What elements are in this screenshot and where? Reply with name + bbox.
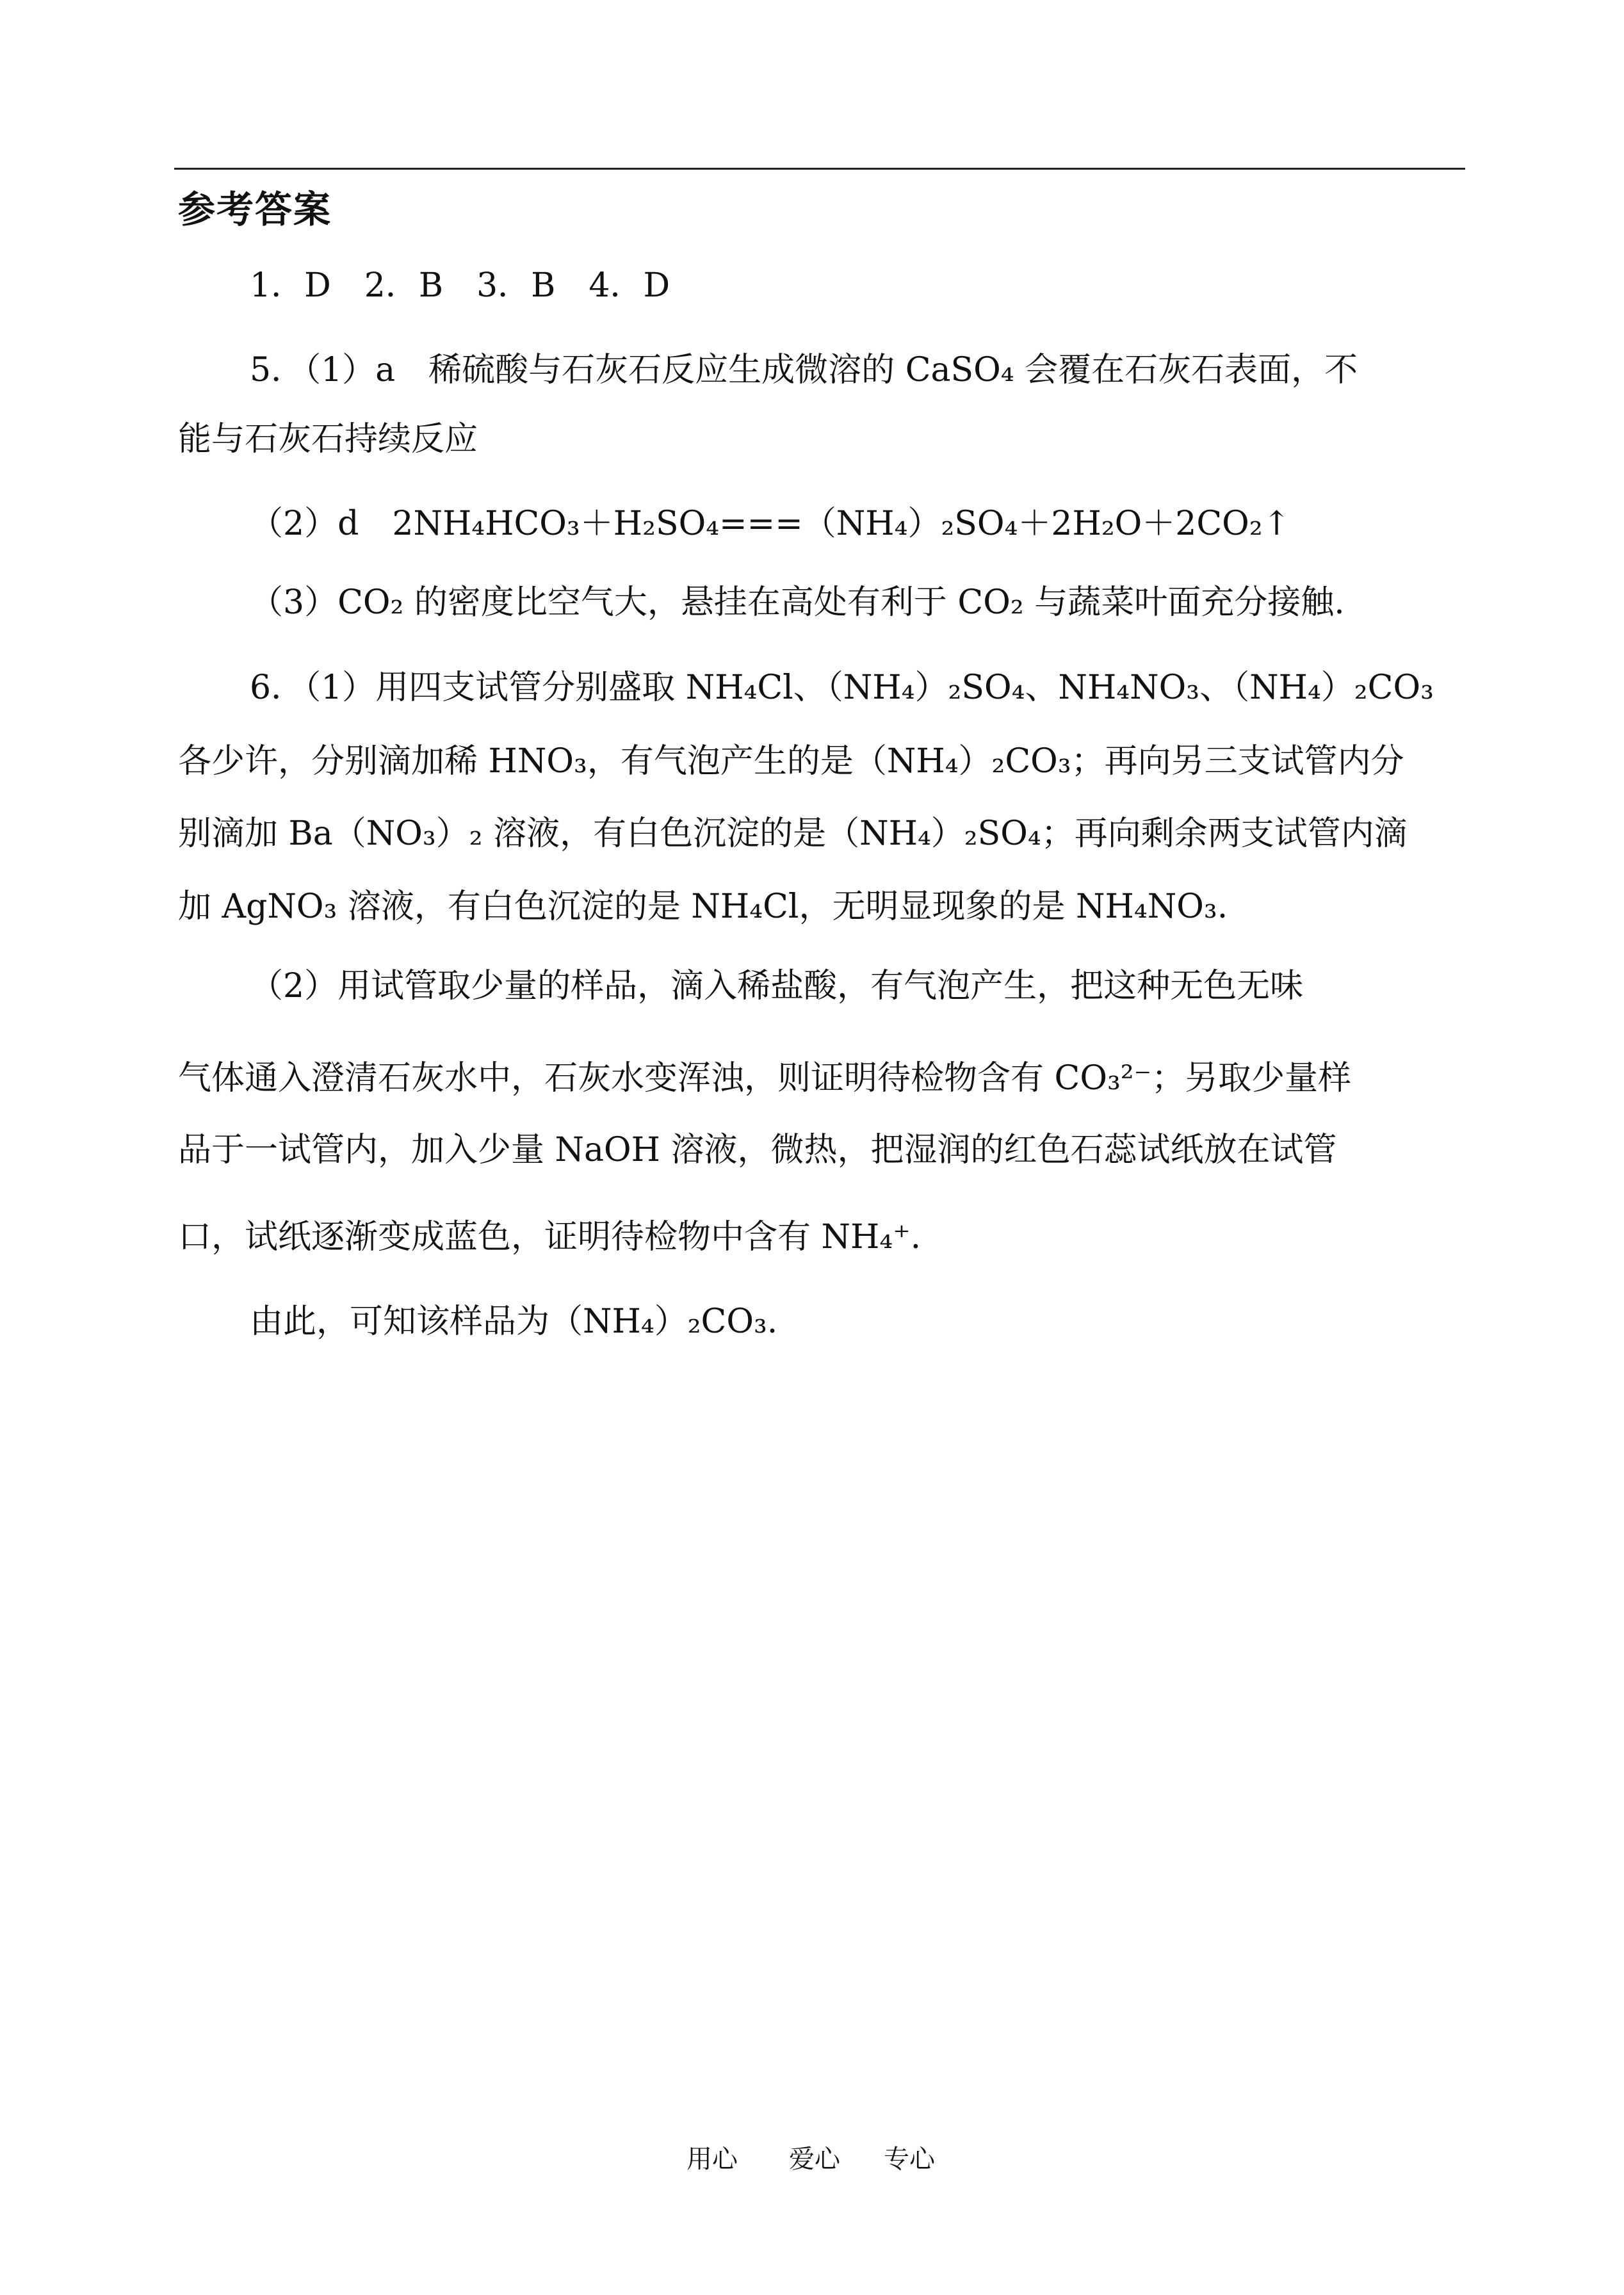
footer-text-3: 专心	[884, 2145, 935, 2174]
answer-line-5a: 5．（1）a 稀硫酸与石灰石反应生成微溶的 CaSO₄ 会覆在石灰石表面，不	[250, 351, 1358, 389]
section-heading: 参考答案	[178, 188, 332, 231]
header-rule	[174, 168, 1465, 170]
answer-line-6b: （2）用试管取少量的样品，滴入稀盐酸，有气泡产生，把这种无色无味	[250, 967, 1304, 1005]
footer-text-2: 爱心	[789, 2145, 840, 2174]
answer-line-5a-cont: 能与石灰石持续反应	[178, 420, 478, 458]
answer-line-6a-cont3: 加 AgNO₃ 溶液，有白色沉淀的是 NH₄Cl，无明显现象的是 NH₄NO₃.	[178, 888, 1228, 926]
answer-line-conclusion: 由此，可知该样品为（NH₄）₂CO₃.	[250, 1302, 778, 1341]
answer-line-6a-cont1: 各少许，分别滴加稀 HNO₃，有气泡产生的是（NH₄）₂CO₃；再向另三支试管内分	[178, 742, 1404, 781]
answer-line-6b-cont1: 气体通入澄清石灰水中，石灰水变浑浊，则证明待检物含有 CO₃²⁻；另取少量样	[178, 1059, 1352, 1098]
answer-line-5b: （2）d 2NH₄HCO₃＋H₂SO₄===（NH₄）₂SO₄＋2H₂O＋2CO₂↑	[250, 505, 1291, 543]
footer-text-1: 用心	[686, 2145, 738, 2174]
answer-line-5c: （3）CO₂ 的密度比空气大，悬挂在高处有利于 CO₂ 与蔬菜叶面充分接触.	[250, 583, 1345, 622]
answer-line-1: 1．D 2．B 3．B 4．D	[250, 266, 670, 305]
answer-line-6b-cont3: 口，试纸逐渐变成蓝色，证明待检物中含有 NH₄⁺.	[178, 1218, 922, 1256]
answer-line-6a-cont2: 别滴加 Ba（NO₃）₂ 溶液，有白色沉淀的是（NH₄）₂SO₄；再向剩余两支试管内滴	[178, 815, 1408, 853]
answer-line-6a: 6．（1）用四支试管分别盛取 NH₄Cl、（NH₄）₂SO₄、NH₄NO₃、（NH₄）₂CO₃	[250, 669, 1434, 707]
answer-line-6b-cont2: 品于一试管内，加入少量 NaOH 溶液，微热，把湿润的红色石蕊试纸放在试管	[178, 1131, 1337, 1169]
